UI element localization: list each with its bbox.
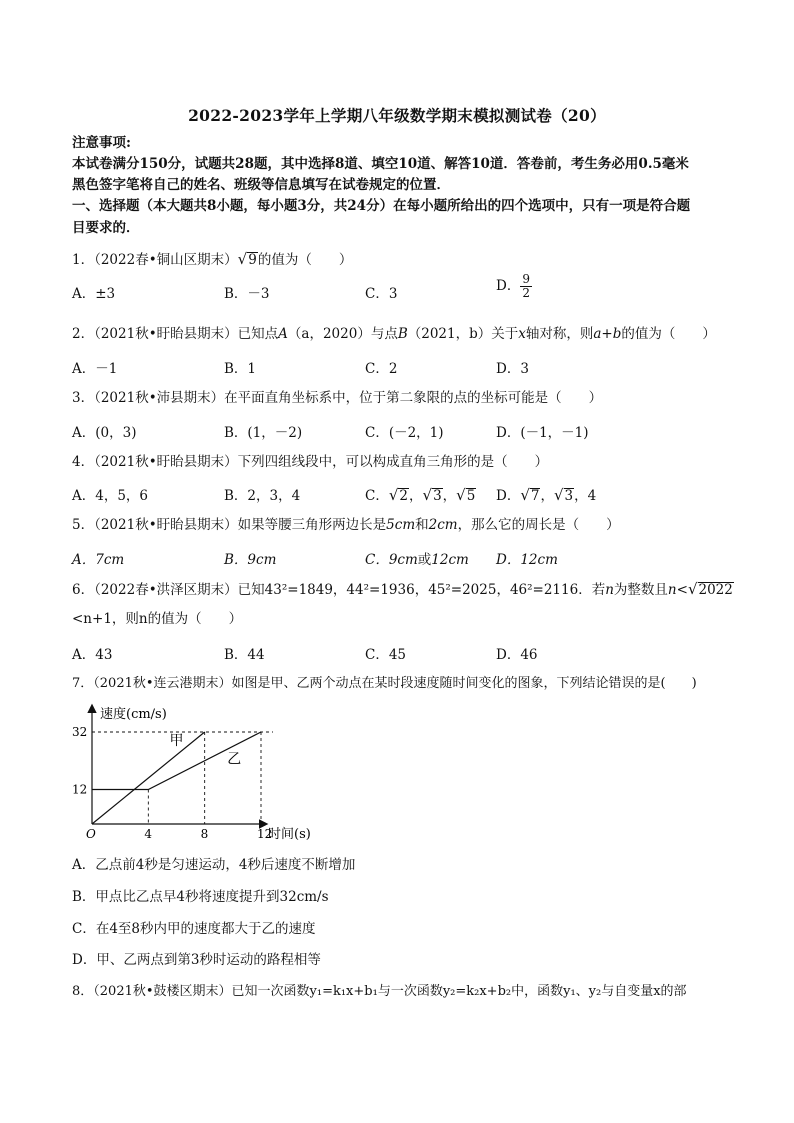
notice-line-2: 黑色签字笔将自己的姓名、班级等信息填写在试卷规定的位置． (72, 177, 450, 193)
fraction-denominator: 2 (522, 286, 530, 300)
q2-rest: 轴对称，则 (525, 326, 594, 342)
q1-option-d[interactable] (496, 273, 532, 300)
sqrt-5-radicand: 5 (466, 488, 476, 504)
q6-equations: 43²=1849，44²=1936，45²=2025，46²=2116．若 (264, 582, 606, 598)
q5-option-c-a: C．9cm (365, 552, 418, 568)
q3-option-d[interactable]: D．(－1，－1) (496, 425, 589, 441)
q1-option-c[interactable]: C．3 (365, 286, 398, 302)
fraction-9-2 (520, 273, 532, 300)
q7-option-c[interactable]: C．在4至8秒内甲的速度都大于乙的速度 (72, 921, 316, 937)
q2-coord-b: （2021，b）关于 (407, 326, 519, 342)
q7-option-d[interactable]: D．甲、乙两点到第3秒时运动的路程相等 (72, 952, 321, 968)
q6-option-c[interactable]: C．45 (365, 647, 407, 663)
question-3: 3．（2021秋•沛县期末）在平面直角坐标系中，位于第二象限的点的坐标可能是（ ） (72, 390, 603, 406)
question-6-options (72, 643, 732, 665)
q4-option-c[interactable] (365, 484, 476, 504)
question-4: 4．（2021秋•盱眙县期末）下列四组线段中，可以构成直角三角形的是（ ） (72, 454, 549, 470)
sqrt-7-radicand: 7 (530, 488, 540, 504)
question-4-options (72, 484, 732, 506)
origin-label: O (86, 827, 96, 841)
q2-option-a[interactable]: A．－1 (72, 361, 118, 377)
q2-option-b[interactable]: B．1 (224, 361, 257, 377)
q5-mid: 和 (415, 517, 429, 533)
q2-expression: a+b (593, 326, 622, 342)
q6-n: n (605, 582, 614, 598)
q6-mid: 为整数且 (613, 582, 668, 598)
q4-option-d[interactable] (496, 484, 596, 504)
sqrt-3-radicand: 3 (564, 488, 574, 504)
q5-value-1: 5cm (386, 517, 416, 533)
q1-option-d-label: D． (496, 278, 521, 294)
q5-option-d[interactable]: D．12cm (496, 552, 558, 568)
q2-coord-a: （a，2020）与点 (287, 326, 398, 342)
fraction-numerator: 9 (522, 272, 530, 286)
q5-end: ，那么它的周长是（ ） (457, 517, 620, 533)
sqrt-2: √2 (388, 486, 408, 504)
q6-n: n (667, 582, 677, 598)
question-3-options (72, 421, 732, 443)
y-axis-label: 速度(cm/s) (100, 707, 167, 722)
sqrt-2-radicand: 2 (399, 488, 408, 504)
q5-option-c[interactable] (365, 548, 469, 568)
question-8: 8．（2021秋•鼓楼区期末）已知一次函数y₁=k₁x+b₁与一次函数y₂=k₂x+b₂中，函数y₁、y₂与自变量x的部 (72, 984, 687, 999)
separator: ， (409, 488, 423, 504)
y-tick-label: 12 (72, 782, 88, 797)
q4-option-b[interactable]: B．2，3，4 (224, 488, 301, 504)
section-heading-line-2: 目要求的． (72, 220, 140, 236)
sqrt-7: √7 (520, 486, 540, 504)
question-1-source: 1．（2022春•铜山区期末） (72, 252, 238, 268)
x-tick-label: 4 (144, 827, 152, 841)
question-5-options (72, 548, 732, 570)
notice-line-1: 本试卷满分150分，试题共28题，其中选择8道、填空10道、解答10道．答卷前，考生务必用0.5毫米 (72, 156, 689, 172)
question-1 (72, 250, 732, 269)
q3-option-a[interactable]: A．(0，3) (72, 425, 137, 441)
q5-option-a[interactable]: A．7cm (72, 552, 125, 568)
question-2-options (72, 357, 732, 379)
series-label-jia: 甲 (169, 732, 184, 749)
sqrt-9-radicand: 9 (248, 252, 257, 268)
q2-option-d[interactable]: D．3 (496, 361, 529, 377)
q2-x-axis: x (518, 326, 526, 342)
y-tick-label: 32 (72, 725, 88, 739)
sqrt-5: √5 (456, 486, 476, 504)
question-5 (72, 516, 732, 534)
q2-point-a: A (278, 326, 288, 342)
speed-time-chart (70, 700, 330, 845)
sqrt-3: √3 (553, 486, 574, 504)
separator: ， (540, 488, 554, 504)
q2-text: 2．（2021秋•盱眙县期末）已知点 (72, 326, 279, 342)
section-heading-line-1: 一、选择题（本大题共8小题，每小题3分，共24分）在每小题所给出的四个选项中，只有一项是符合题 (72, 198, 691, 214)
q4-option-d-label: D． (496, 488, 521, 504)
q4-option-d-tail: ，4 (574, 488, 597, 504)
separator: ， (442, 488, 457, 504)
question-7: 7．（2021秋•连云港期末）如图是甲、乙两个动点在某时段速度随时间变化的图象，下列结论错误的是( ) (72, 676, 697, 691)
question-6 (72, 580, 732, 599)
sqrt-3-radicand: 3 (433, 488, 442, 504)
sqrt-2022-radicand: 2022 (698, 582, 733, 598)
q3-option-c[interactable]: C．(－2，1) (365, 425, 444, 441)
question-2 (72, 325, 732, 343)
q5-text: 5．（2021秋•盱眙县期末）如果等腰三角形两边长是 (72, 517, 387, 533)
q5-option-b[interactable]: B．9cm (224, 552, 277, 568)
q1-option-a[interactable]: A．±3 (72, 286, 116, 302)
question-6-line-2: <n+1，则n的值为（ ） (72, 611, 243, 627)
q5-value-2: 2cm (428, 517, 458, 533)
q3-option-b[interactable]: B．(1，－2) (224, 425, 303, 441)
question-1-options (72, 272, 732, 304)
sqrt-2022: √2022 (687, 580, 733, 598)
q7-option-b[interactable]: B．甲点比乙点早4秒将速度提升到32cm/s (72, 889, 329, 905)
q6-option-d[interactable]: D．46 (496, 647, 538, 663)
notice-heading: 注意事项: (72, 135, 131, 151)
q1-option-b[interactable]: B．－3 (224, 286, 270, 302)
q6-option-a[interactable]: A．43 (72, 647, 113, 663)
x-tick-label: 8 (200, 827, 209, 841)
q4-option-a[interactable]: A．4，5，6 (72, 488, 149, 504)
q6-text: 6．（2022春•洪泽区期末）已知 (72, 582, 265, 598)
x-ticks (144, 827, 272, 841)
q5-option-c-b: 12cm (431, 552, 469, 568)
q6-option-b[interactable]: B．44 (224, 647, 265, 663)
q2-option-c[interactable]: C．2 (365, 361, 398, 377)
series-label-yi: 乙 (227, 751, 242, 768)
x-axis-label: 时间(s) (268, 827, 311, 842)
x-tick-label: 12 (257, 827, 273, 841)
q2-point-b: B (397, 326, 408, 342)
q6-lt: < (676, 582, 688, 598)
y-ticks (72, 725, 87, 797)
q5-option-c-or: 或 (417, 552, 432, 568)
q2-end: 的值为（ ） (621, 326, 716, 342)
page-title: 2022-2023学年上学期八年级数学期末模拟测试卷（20） (188, 106, 606, 125)
q4-option-c-label: C． (365, 488, 389, 504)
sqrt-3: √3 (422, 486, 442, 504)
question-1-stem: 的值为（ ） (257, 252, 353, 268)
sqrt-9: √9 (237, 250, 257, 268)
q7-option-a[interactable]: A．乙点前4秒是匀速运动，4秒后速度不断增加 (72, 857, 356, 873)
